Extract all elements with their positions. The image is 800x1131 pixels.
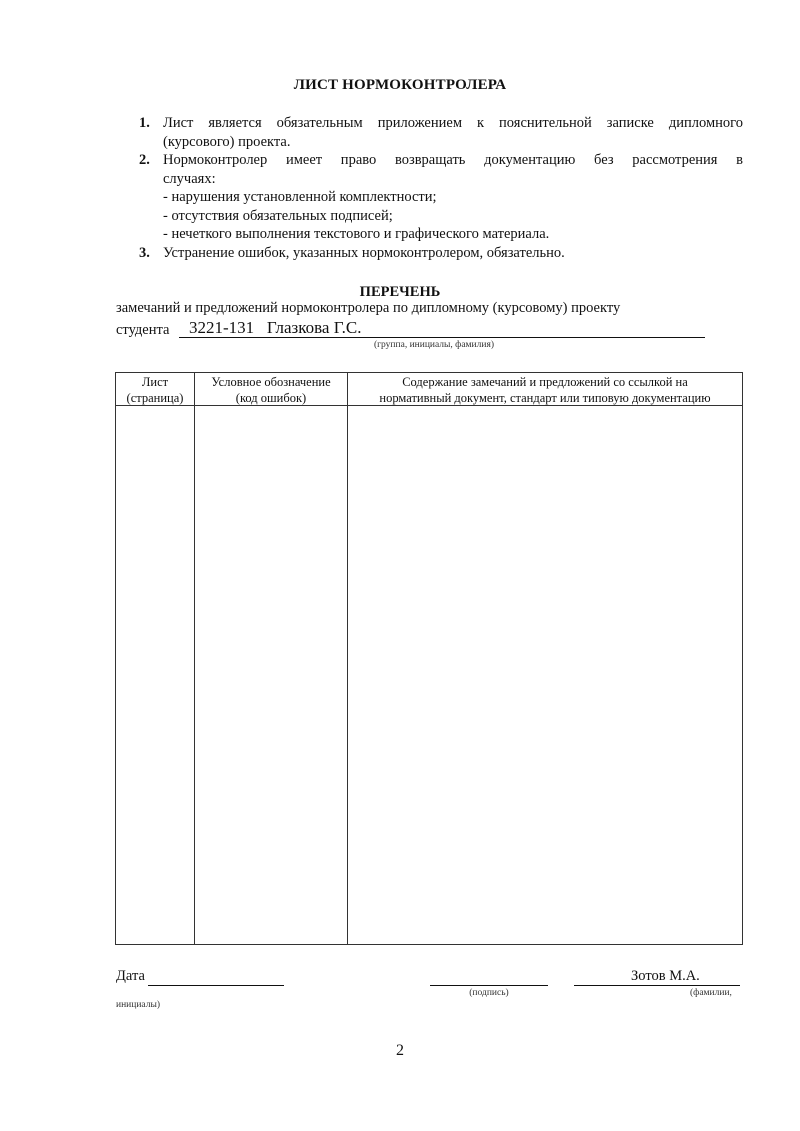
table-cell-code[interactable] [195, 406, 347, 944]
list-item: - отсутствия обязательных подписей; [163, 207, 393, 224]
list-item: - нечеткого выполнения текстового и графического материала. [163, 226, 550, 242]
column-header-code: Условное обозначение (код ошибок) [211, 375, 331, 405]
rule-line: (курсового) проекта. [163, 133, 291, 150]
rule-line: Устранение ошибок, указанных нормоконтролером, обязательно. [163, 244, 565, 261]
signature-caption: (подпись) [469, 988, 509, 998]
name-caption: (фамилии, [690, 988, 732, 998]
name-field-line [574, 985, 740, 986]
date-field-line[interactable] [148, 985, 284, 986]
rule-line: случаях: [163, 170, 216, 187]
signature-field-line[interactable] [430, 985, 548, 986]
student-field-caption: (группа, инициалы, фамилия) [374, 340, 494, 350]
student-label: студента [116, 322, 170, 338]
rule-line: Лист является обязательным приложением к пояснительной записке дипломного [163, 115, 743, 131]
student-field-value: 3221-131 Глазкова Г.С. [189, 318, 362, 337]
rule-item-1 [139, 114, 743, 152]
list-title: ПЕРЕЧЕНЬ [359, 284, 441, 300]
rule-line: Нормоконтролер имеет право возвращать документацию без рассмотрения в [163, 152, 743, 168]
column-header-content: Содержание замечаний и предложений со ссылкой на нормативный документ, стандарт или типовую документацию [379, 375, 711, 405]
remarks-table [115, 372, 743, 945]
table-cell-sheet[interactable] [116, 406, 194, 944]
rule-item-3 [139, 244, 743, 263]
page-number: 2 [396, 1042, 404, 1059]
date-label: Дата [116, 968, 145, 984]
rule-number: 3. [139, 244, 150, 261]
column-header-sheet: Лист (страница) [126, 375, 184, 405]
list-subtitle: замечаний и предложений нормоконтролера по дипломному (курсовому) проекту [116, 300, 621, 316]
rule-number: 1. [139, 115, 150, 131]
rule-number: 2. [139, 152, 150, 168]
controller-name: Зотов М.А. [631, 968, 700, 984]
document-title: ЛИСТ НОРМОКОНТРОЛЕРА [293, 77, 507, 93]
initials-caption: инициалы) [116, 1000, 161, 1010]
rule-item-2 [139, 151, 743, 189]
list-item: - нарушения установленной комплектности; [163, 189, 437, 205]
table-cell-content[interactable] [348, 406, 742, 944]
